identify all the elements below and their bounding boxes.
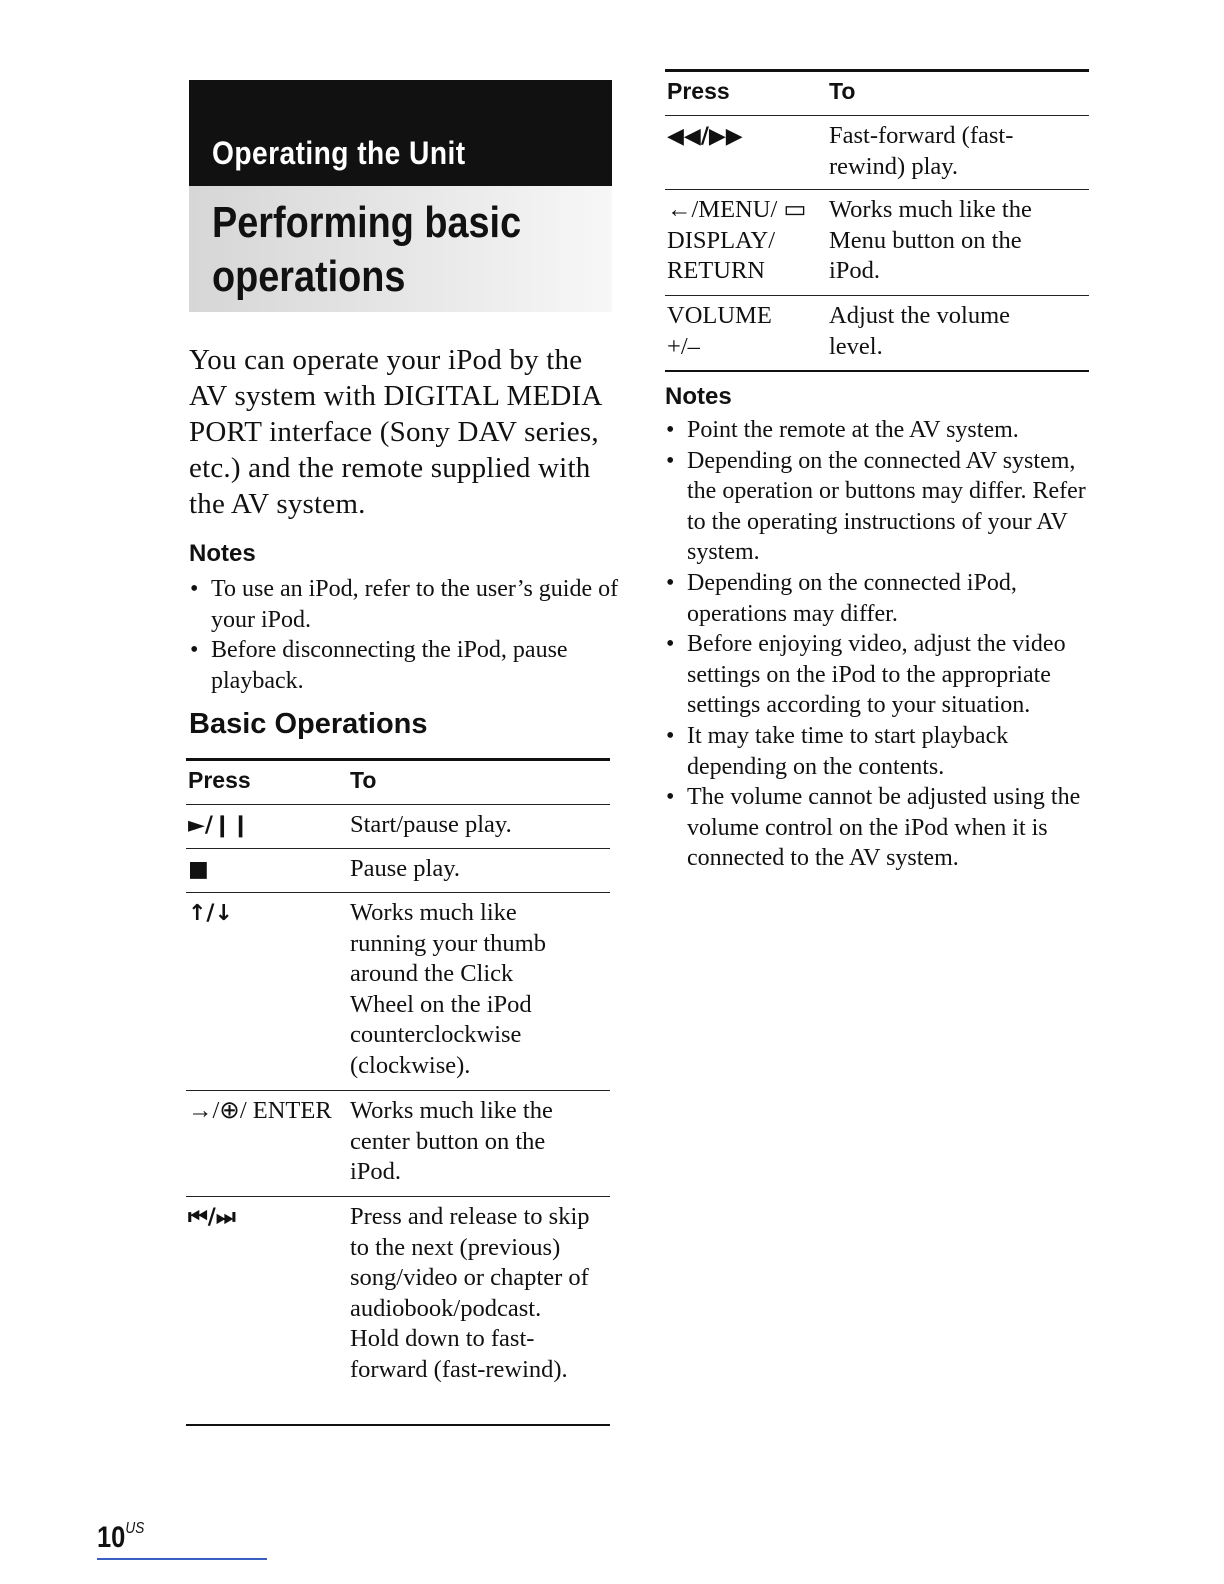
fast-forward-rewind-symbol: ◀◀/▶▶	[667, 124, 743, 149]
table-row	[665, 116, 1089, 190]
table-header-row	[186, 761, 610, 805]
col-press-header: Press	[188, 767, 251, 793]
section-title: Operating the Unit	[212, 135, 466, 171]
right-notes-list	[665, 415, 1095, 874]
note-item: • The volume cannot be adjusted using the volume control on the iPod when it is connected to the AV system.	[665, 782, 1095, 874]
table-row	[186, 805, 610, 849]
row-description: Works much like running your thumb around the Click Wheel on the iPod counterclockwise (clockwise).	[350, 899, 546, 1079]
skip-symbol: ⏮/⏭	[188, 1205, 236, 1230]
table-row	[186, 849, 610, 893]
volume-symbol: VOLUME +/–	[667, 302, 772, 360]
page-number-suffix: US	[125, 1520, 145, 1537]
row-description: Pause play.	[350, 855, 460, 882]
basic-operations-heading: Basic Operations	[189, 708, 428, 740]
note-item: • Depending on the connected iPod, operations may differ.	[665, 568, 1095, 629]
table-row	[186, 893, 610, 1091]
note-item: • Before disconnecting the iPod, pause playback.	[189, 635, 619, 696]
table-row	[665, 296, 1089, 372]
stop-symbol: ■	[188, 857, 209, 882]
row-description: Fast-forward (fast-rewind) play.	[829, 122, 1014, 180]
play-pause-symbol: ►/❙❙	[188, 813, 250, 838]
table-row	[665, 190, 1089, 296]
row-description: Works much like the Menu button on the iPod.	[829, 196, 1032, 285]
footer-rule	[97, 1558, 267, 1560]
up-down-arrows-symbol: ↑/↓	[188, 901, 233, 926]
row-description: Adjust the volume level.	[829, 302, 1011, 360]
note-item: • Point the remote at the AV system.	[665, 415, 1095, 446]
note-item: • Before enjoying video, adjust the video settings on the iPod to the appropriate settings according to your situation.	[665, 629, 1095, 721]
table-row	[186, 1091, 610, 1197]
row-description: Press and release to skip to the next (previous) song/video or chapter of audiobook/podcast. Hold down to fast-forward (fast-rewind).	[350, 1203, 590, 1383]
row-description: Start/pause play.	[350, 811, 512, 838]
page-title-box	[189, 186, 612, 312]
section-header-bar	[189, 80, 612, 186]
menu-display-return-symbol: ←/MENU/ ▭ DISPLAY/ RETURN	[667, 196, 807, 285]
note-item: • Depending on the connected AV system, the operation or buttons may differ. Refer to the operating instructions of your AV system.	[665, 446, 1095, 568]
note-item: • To use an iPod, refer to the user’s guide of your iPod.	[189, 574, 619, 635]
col-press-header: Press	[667, 78, 730, 104]
table-header-row	[665, 72, 1089, 116]
basic-operations-table	[186, 758, 610, 1426]
note-item: • It may take time to start playback depending on the contents.	[665, 721, 1095, 782]
col-to-header: To	[829, 78, 856, 104]
intro-paragraph: You can operate your iPod by the AV system with DIGITAL MEDIA PORT interface (Sony DAV series, etc.) and the remote supplied with the AV system.	[189, 344, 601, 520]
page-number-value: 10	[97, 1521, 126, 1554]
col-to-header: To	[350, 767, 377, 793]
table-row	[186, 1197, 610, 1426]
left-notes-heading: Notes	[189, 540, 256, 567]
page-number	[97, 1520, 144, 1555]
left-notes-list	[189, 574, 619, 696]
row-description: Works much like the center button on the iPod.	[350, 1097, 553, 1186]
page-title: Performing basic operations	[212, 198, 522, 301]
continued-operations-table	[665, 69, 1089, 372]
enter-symbol: →/⊕/ ENTER	[188, 1097, 332, 1124]
right-notes-heading: Notes	[665, 383, 732, 410]
